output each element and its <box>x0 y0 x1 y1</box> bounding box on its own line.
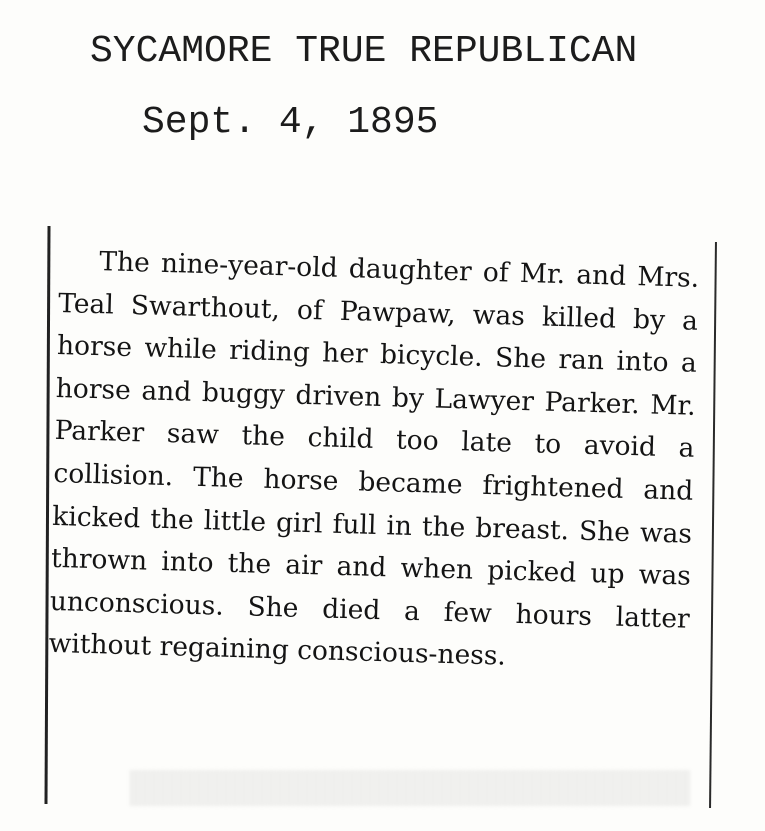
publication-date: Sept. 4, 1895 <box>142 101 439 144</box>
publication-title: SYCAMORE TRUE REPUBLICAN <box>90 30 638 73</box>
article-body <box>48 240 700 684</box>
print-smudge <box>130 770 690 806</box>
newspaper-clipping <box>44 222 724 807</box>
column-rule-left <box>44 226 50 804</box>
article-paragraph: The nine-year-old daughter of Mr. and Mrs. Teal Swarthout, of Pawpaw, was killed by a horse while riding her bicycle. She ran into a horse and buggy driven by Lawyer Parker. Mr. Parker saw the child too late to avoid a collision. The horse became frightened and kicked the little girl full in the breast. She was thrown into the air and when picked up was unconscious. She died a few hours latter without regaining conscious-ness. <box>48 246 700 672</box>
column-rule-right <box>709 242 717 808</box>
